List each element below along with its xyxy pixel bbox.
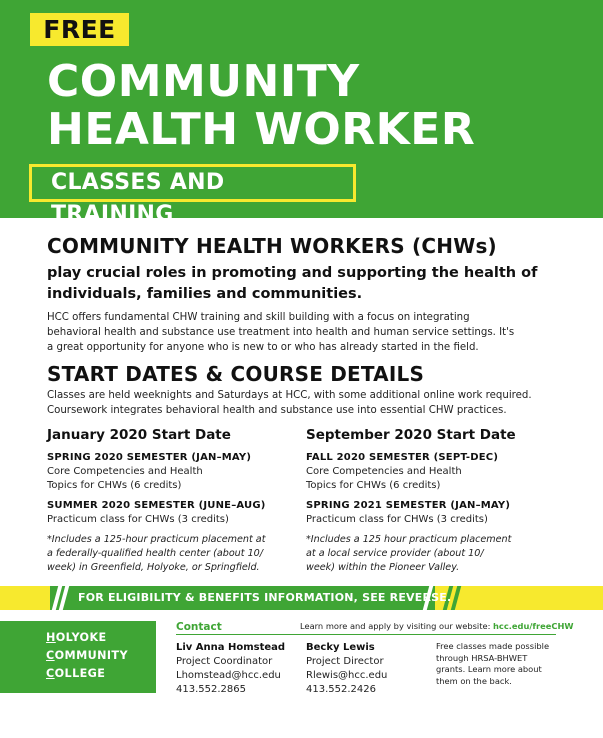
chw-heading: COMMUNITY HEALTH WORKERS (CHWs) [47, 234, 497, 258]
january-start-column [47, 427, 297, 575]
eligibility-banner-text: FOR ELIGIBILITY & BENEFITS INFORMATION, SEE REVERSE. [78, 591, 452, 604]
semester-description [47, 513, 297, 527]
logo-word: OLLEGE [54, 667, 106, 680]
contact-name: Becky Lewis [306, 642, 375, 653]
logo-line-1 [46, 630, 107, 645]
contact-person-lewis [306, 641, 387, 697]
contact-phone[interactable]: 413.552.2426 [306, 684, 376, 695]
chw-subheading [47, 263, 567, 305]
intro-line: a great opportunity for anyone who is new to or who has already started in the field. [47, 342, 479, 353]
semester-desc-line: Topics for CHWs (6 credits) [47, 480, 182, 491]
semester-desc-line: Core Competencies and Health [306, 466, 462, 477]
chw-subheading-line: individuals, families and communities. [47, 286, 363, 302]
contact-phone[interactable]: 413.552.2865 [176, 684, 246, 695]
contact-name: Liv Anna Homstead [176, 642, 286, 653]
intro-line: behavioral health and substance use treatment into health and human service settings. It's [47, 327, 515, 338]
note-line: at a local service provider (about 10/ [306, 548, 484, 559]
column-heading: January 2020 Start Date [47, 427, 231, 443]
intro-line: HCC offers fundamental CHW training and skill building with a focus on integrating [47, 312, 470, 323]
practicum-note [306, 533, 556, 575]
contact-divider [176, 634, 556, 635]
note-line: week) in Greenfield, Holyoke, or Springfield. [47, 562, 260, 573]
note-line: week) within the Pioneer Valley. [306, 562, 460, 573]
semester-title: SUMMER 2020 SEMESTER (JUNE–AUG) [47, 500, 266, 511]
page-title [47, 58, 475, 154]
contact-person-homstead [176, 641, 285, 697]
semester-title: SPRING 2020 SEMESTER (JAN–MAY) [47, 452, 252, 463]
logo-line-3 [46, 666, 105, 681]
logo-word: OMMUNITY [54, 649, 128, 662]
title-line-2: HEALTH WORKER [47, 104, 476, 155]
start-dates-description [47, 388, 577, 418]
semester-description [306, 513, 556, 527]
logo-initial: C [46, 667, 55, 680]
contact-title: Project Coordinator [176, 656, 273, 667]
funding-line: them on the back. [436, 675, 512, 686]
funding-line: through HRSA-BHWET [436, 652, 528, 663]
practicum-note [47, 533, 297, 575]
chw-intro [47, 310, 567, 355]
contact-heading: Contact [176, 621, 222, 633]
chw-subheading-line: play crucial roles in promoting and supporting the health of [47, 265, 538, 281]
website-link[interactable]: hcc.edu/freeCHW [493, 621, 574, 631]
logo-word: OLYOKE [55, 631, 107, 644]
semester-title: FALL 2020 SEMESTER (SEPT-DEC) [306, 452, 499, 463]
note-line: *Includes a 125 hour practicum placement [306, 534, 512, 545]
classes-subtitle: CLASSES AND TRAINING [29, 164, 356, 202]
semester-description [47, 465, 297, 493]
semester-description [306, 465, 556, 493]
start-dates-heading: START DATES & COURSE DETAILS [47, 362, 425, 386]
funding-line: Free classes made possible [436, 641, 550, 651]
logo-initial: H [46, 631, 56, 644]
semester-desc-line: Practicum class for CHWs (3 credits) [47, 514, 229, 525]
logo-line-2 [46, 648, 128, 663]
free-badge: FREE [30, 13, 129, 46]
contact-email[interactable]: Lhomstead@hcc.edu [176, 670, 281, 681]
contact-email[interactable]: Rlewis@hcc.edu [306, 670, 388, 681]
september-start-column [306, 427, 556, 575]
start-desc-line: Coursework integrates behavioral health and substance use into essential CHW practices. [47, 405, 507, 416]
semester-desc-line: Topics for CHWs (6 credits) [306, 480, 441, 491]
semester-title: SPRING 2021 SEMESTER (JAN–MAY) [306, 500, 511, 511]
logo-initial: C [46, 649, 55, 662]
contact-title: Project Director [306, 656, 384, 667]
semester-desc-line: Practicum class for CHWs (3 credits) [306, 514, 488, 525]
title-line-1: COMMUNITY [47, 56, 360, 107]
funding-note [436, 641, 576, 687]
funding-line: grants. Learn more about [436, 664, 542, 674]
column-heading: September 2020 Start Date [306, 427, 516, 443]
college-logo [0, 621, 156, 693]
website-line [300, 621, 574, 631]
start-desc-line: Classes are held weeknights and Saturdays at HCC, with some additional online work required. [47, 390, 532, 401]
semester-desc-line: Core Competencies and Health [47, 466, 203, 477]
website-prefix: Learn more and apply by visiting our website: [300, 621, 494, 631]
note-line: *Includes a 125-hour practicum placement at [47, 534, 266, 545]
note-line: a federally-qualified health center (about 10/ [47, 548, 264, 559]
